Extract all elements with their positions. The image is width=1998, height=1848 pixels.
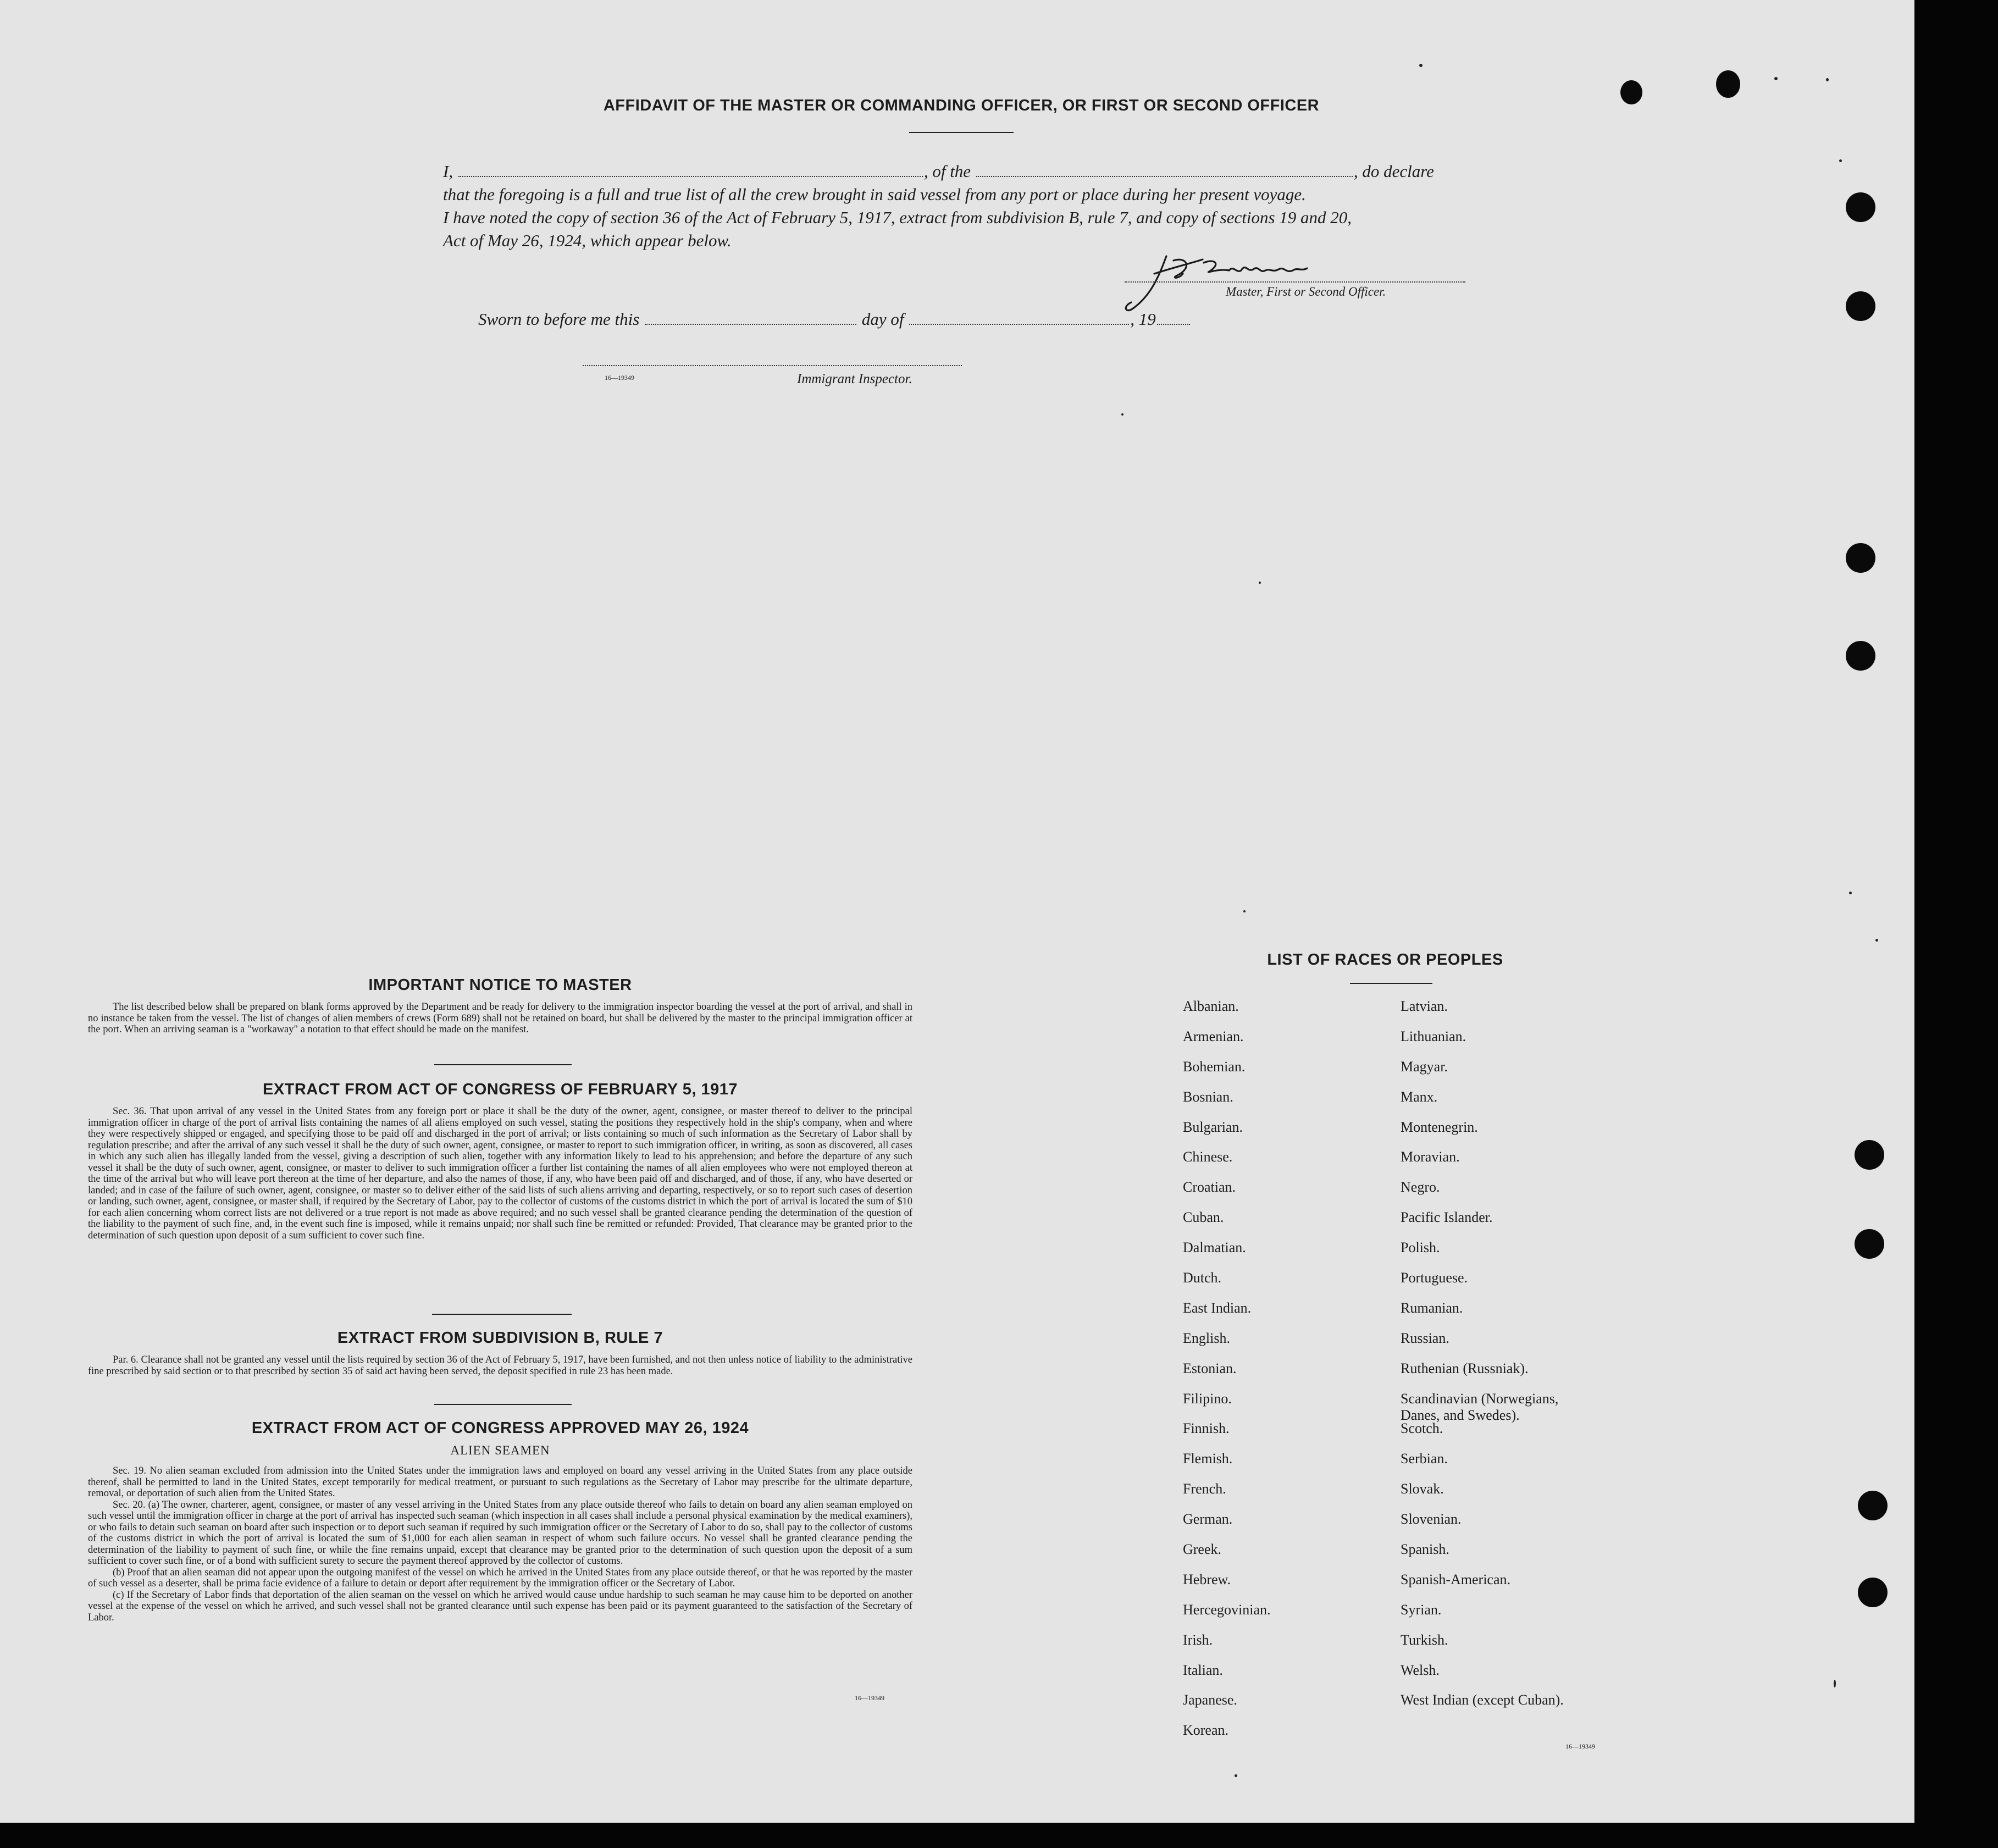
act-1917-text: [88, 1106, 912, 1241]
race-item: Chinese.: [1183, 1149, 1233, 1165]
speck: [1419, 64, 1423, 67]
races-divider: [1350, 983, 1432, 984]
sworn-day-blank: [645, 312, 856, 325]
race-item: English.: [1183, 1330, 1230, 1346]
race-item: Hercegovinian.: [1183, 1601, 1271, 1618]
form-number: 16—19349: [1565, 1742, 1595, 1750]
race-item: Lithuanian.: [1401, 1028, 1466, 1044]
sworn-year: , 19: [1130, 309, 1156, 329]
title-divider: [909, 132, 1014, 133]
race-item: Magyar.: [1401, 1058, 1448, 1075]
declaration-do-declare: , do declare: [1353, 162, 1434, 181]
race-item: Croatian.: [1183, 1179, 1236, 1196]
punch-hole: [1846, 291, 1875, 321]
speck: [1826, 78, 1829, 81]
race-item: East Indian.: [1183, 1299, 1252, 1316]
race-item: Syrian.: [1401, 1601, 1442, 1618]
race-item: Finnish.: [1183, 1420, 1230, 1437]
race-item: Slovak.: [1401, 1481, 1444, 1497]
speck: [1875, 939, 1878, 942]
act-1924-sec-20c: (c) If the Secretary of Labor finds that deportation of the alien seaman on the vessel on which he arrived would cause undue hardship to such seaman he may cause him to be deported on another vessel at the expense of the vessel on which he arrived, and such vessel shall not be granted clearance until such expense has been paid or its payment guaranteed to the satisfaction of the Secretary of Labor.: [88, 1589, 912, 1623]
act-1924-sec-20b: (b) Proof that an alien seaman did not appear upon the outgoing manifest of the vessel on which he arrived in the United States from any place outside thereof, or that he was reported by the master of such vessel as a deserter, shall be prima facie evidence of a failure to detain or deport after requirement by the immigration officer or the Secretary of Labor.: [88, 1567, 912, 1589]
speck: [1259, 582, 1261, 584]
section-divider: [434, 1064, 572, 1065]
sworn-month-blank: [909, 312, 1129, 325]
declaration-i: I,: [443, 162, 453, 181]
act-1924-sec-20a: Sec. 20. (a) The owner, charterer, agent, consignee, or master of any vessel arriving in the United States from any place outside thereof who fails to detain on board any alien seaman employed on such vessel until the immigration officer in charge at the port of arrival has inspected such seaman (which inspection in all cases shall include a personal physical examination by the medical examiners), or who fails to detain such seaman on board after such inspection or to deport such seaman if required by such immigration officer or the Secretary of Labor to do so, shall pay to the collector of customs of the customs district in which the port of arrival is located the sum of $1,000 for each alien seaman in respect of whom such failure occurs. No vessel shall be granted clearance pending the determination of the liability to payment of such fine, or while the fine remains unpaid, except that clearance may be granted prior to the determination of such question upon the deposit of a sum sufficient to cover such fine, or of a bond with sufficient surety to secure the payment thereof approved by the collector of customs.: [88, 1499, 912, 1567]
rule-7-heading: EXTRACT FROM SUBDIVISION B, RULE 7: [337, 1329, 663, 1347]
race-item: Filipino.: [1183, 1390, 1232, 1407]
race-item: Bohemian.: [1183, 1058, 1246, 1075]
race-item: Moravian.: [1401, 1149, 1460, 1165]
section-divider: [434, 1404, 572, 1405]
punch-hole: [1846, 641, 1875, 671]
act-1917-heading: EXTRACT FROM ACT OF CONGRESS OF FEBRUARY 5, 1917: [262, 1081, 738, 1098]
form-number: 16—19349: [605, 374, 634, 381]
vessel-blank: [976, 164, 1353, 177]
race-item: Dalmatian.: [1183, 1240, 1246, 1256]
speck: [1849, 892, 1852, 894]
act-1924-text: [88, 1465, 912, 1623]
declaration-line-1: [443, 162, 1487, 181]
race-item: Ruthenian (Russniak).: [1401, 1360, 1529, 1376]
declaration-line-4: Act of May 26, 1924, which appear below.: [443, 231, 732, 250]
act-1924-sec-19: Sec. 19. No alien seaman excluded from admission into the United States under the immigration laws and employed on board any vessel arriving in the United States from any place outside thereof, shall be permitted to land in the United States, except temporarily for medical treatment, or pursuant to such regulations as the Secretary of Labor may prescribe for the ultimate departure, removal, or deportation of such alien from the United States.: [88, 1465, 912, 1499]
race-item: Rumanian.: [1401, 1299, 1463, 1316]
race-item: Hebrew.: [1183, 1571, 1231, 1587]
race-item: West Indian (except Cuban).: [1401, 1692, 1564, 1708]
race-item: German.: [1183, 1511, 1233, 1528]
race-item: Turkish.: [1401, 1631, 1448, 1648]
name-blank: [458, 164, 923, 177]
punch-hole: [1858, 1491, 1888, 1520]
speck: [1834, 1680, 1836, 1687]
race-item: Bosnian.: [1183, 1088, 1233, 1105]
inspector-caption: Immigrant Inspector.: [797, 372, 912, 386]
race-item: Korean.: [1183, 1722, 1229, 1739]
race-item: Scotch.: [1401, 1420, 1443, 1437]
race-item: Dutch.: [1183, 1270, 1222, 1286]
race-item: Irish.: [1183, 1631, 1213, 1648]
signature-caption: Master, First or Second Officer.: [1226, 285, 1386, 298]
punch-hole: [1620, 80, 1642, 104]
sworn-year-blank: [1157, 312, 1190, 325]
race-item: Welsh.: [1401, 1662, 1440, 1678]
notice-heading: IMPORTANT NOTICE TO MASTER: [368, 976, 632, 994]
notice-paragraph: The list described below shall be prepared on blank forms approved by the Department and be ready for delivery to the immigration inspector boarding the vessel at the port of arrival, and shall in no instance be taken from the vessel. The list of changes of alien members of crews (Form 689) shall not be retained on board, but shall be delivered by the master to the principal immigration officer at the port. When an arriving seaman is a "workaway" a notation to that effect should be made on the manifest.: [88, 1002, 912, 1035]
race-item: Serbian.: [1401, 1451, 1448, 1467]
race-item: Scandinavian (Norwegians, Danes, and Swedes).: [1401, 1390, 1559, 1423]
sworn-text: Sworn to before me this: [478, 309, 640, 329]
declaration-line-2: that the foregoing is a full and true list of all the crew brought in said vessel from any port or place during her present voyage.: [443, 185, 1306, 204]
race-item: Italian.: [1183, 1662, 1223, 1678]
declaration-line-3: I have noted the copy of section 36 of the Act of February 5, 1917, extract from subdivision B, rule 7, and copy of sections 19 and 20,: [443, 208, 1352, 227]
race-item: Cuban.: [1183, 1209, 1224, 1226]
sworn-line: [478, 309, 1523, 329]
punch-hole: [1858, 1578, 1888, 1607]
declaration-of-the: , of the: [923, 162, 971, 181]
punch-hole: [1846, 192, 1875, 222]
race-item: French.: [1183, 1481, 1226, 1497]
race-item: Polish.: [1401, 1240, 1440, 1256]
race-item: Estonian.: [1183, 1360, 1237, 1376]
race-item: Montenegrin.: [1401, 1119, 1478, 1135]
section-divider: [432, 1314, 572, 1315]
punch-hole: [1716, 70, 1740, 98]
speck: [1243, 910, 1246, 912]
races-column-2: [1401, 998, 1631, 1722]
inspector-signature-line: [583, 365, 962, 366]
act-1924-heading: EXTRACT FROM ACT OF CONGRESS APPROVED MAY 26, 1924: [251, 1419, 749, 1437]
alien-seamen-subheading: ALIEN SEAMEN: [450, 1443, 550, 1457]
race-item: Russian.: [1401, 1330, 1449, 1346]
rule-7-par-6: Par. 6. Clearance shall not be granted any vessel until the lists required by section 36 of the Act of February 5, 1917, have been furnished, and not then unless notice of liability to the administrative fine prescribed by said section or to that prescribed by section 35 of said act having been served, the deposit specified in rule 23 has been made.: [88, 1354, 912, 1377]
race-item: Bulgarian.: [1183, 1119, 1243, 1135]
races-heading: LIST OF RACES OR PEOPLES: [1267, 951, 1503, 969]
notice-text: [88, 1002, 912, 1036]
race-item: Slovenian.: [1401, 1511, 1462, 1528]
rule-7-text: [88, 1354, 912, 1377]
punch-hole: [1855, 1229, 1884, 1259]
speck: [1121, 413, 1123, 416]
punch-hole: [1855, 1140, 1884, 1170]
act-1917-sec-36: Sec. 36. That upon arrival of any vessel in the United States from any foreign port or place it shall be the duty of the owner, agent, consignee, or master thereof to deliver to the principal immigration officer in charge of the port of arrival lists containing the names of all aliens employed on such vessel, stating the positions they respectively hold in the ship's company, when and where they were respectively shipped or engaged, and specifying those to be paid off and discharged in the port of arrival; or lists containing so much of such information as the Secretary of Labor shall by regulation prescribe; and after the arrival of any such vessel it shall be the duty of such owner, agent, consignee, or master to report to such immigration officer, in writing, as soon as discovered, all cases in which any such alien has illegally landed from the vessel, giving a description of such alien, together with any information likely to lead to his apprehension; and before the departure of any such vessel it shall be the duty of such owner, agent, consignee, or master to deliver to such immigration officer a further list containing the names of all alien employees who were not employed thereon at the time of the arrival but who will leave port thereon at the time of her departure, and also the names of those, if any, who have been paid off and discharged, and of those, if any, who have deserted or landed; and in case of the failure of such owner, agent, consignee, or master so to deliver either of the said lists of such aliens arriving and departing, respectively, or so to report such cases of desertion or landing, such owner, agent, consignee, or master shall, if required by the Secretary of Labor, pay to the collector of customs of the customs district in which the port of arrival is located the sum of $10 for each alien concerning whom correct lists are not delivered or a true report is not made as above required; and no such vessel shall be granted clearance pending the determination of the question of the liability to the payment of such fine, and, in the event such fine is imposed, while it remains unpaid; nor shall such fine be remitted or refunded: Provided, That clearance may be granted prior to the determination of such question upon deposit of a sum sufficient to cover such fine.: [88, 1106, 912, 1241]
sworn-day-of: day of: [861, 309, 904, 329]
race-item: Japanese.: [1183, 1692, 1237, 1708]
race-item: Spanish.: [1401, 1541, 1449, 1558]
affidavit-title: AFFIDAVIT OF THE MASTER OR COMMANDING OFFICER, OR FIRST OR SECOND OFFICER: [603, 97, 1320, 114]
punch-hole: [1846, 543, 1875, 573]
race-item: Armenian.: [1183, 1028, 1244, 1044]
race-item: Pacific Islander.: [1401, 1209, 1493, 1226]
race-item: Albanian.: [1183, 998, 1239, 1014]
speck: [1774, 77, 1778, 80]
races-column-1: [1183, 998, 1414, 1752]
race-item: Portuguese.: [1401, 1270, 1468, 1286]
race-item: Latvian.: [1401, 998, 1448, 1014]
race-item: Manx.: [1401, 1088, 1438, 1105]
race-item: Flemish.: [1183, 1451, 1233, 1467]
race-item: Greek.: [1183, 1541, 1222, 1558]
race-item: Negro.: [1401, 1179, 1440, 1196]
form-number: 16—19349: [855, 1694, 884, 1702]
speck: [1235, 1774, 1237, 1777]
race-item: Spanish-American.: [1401, 1571, 1511, 1587]
speck: [1839, 159, 1842, 162]
